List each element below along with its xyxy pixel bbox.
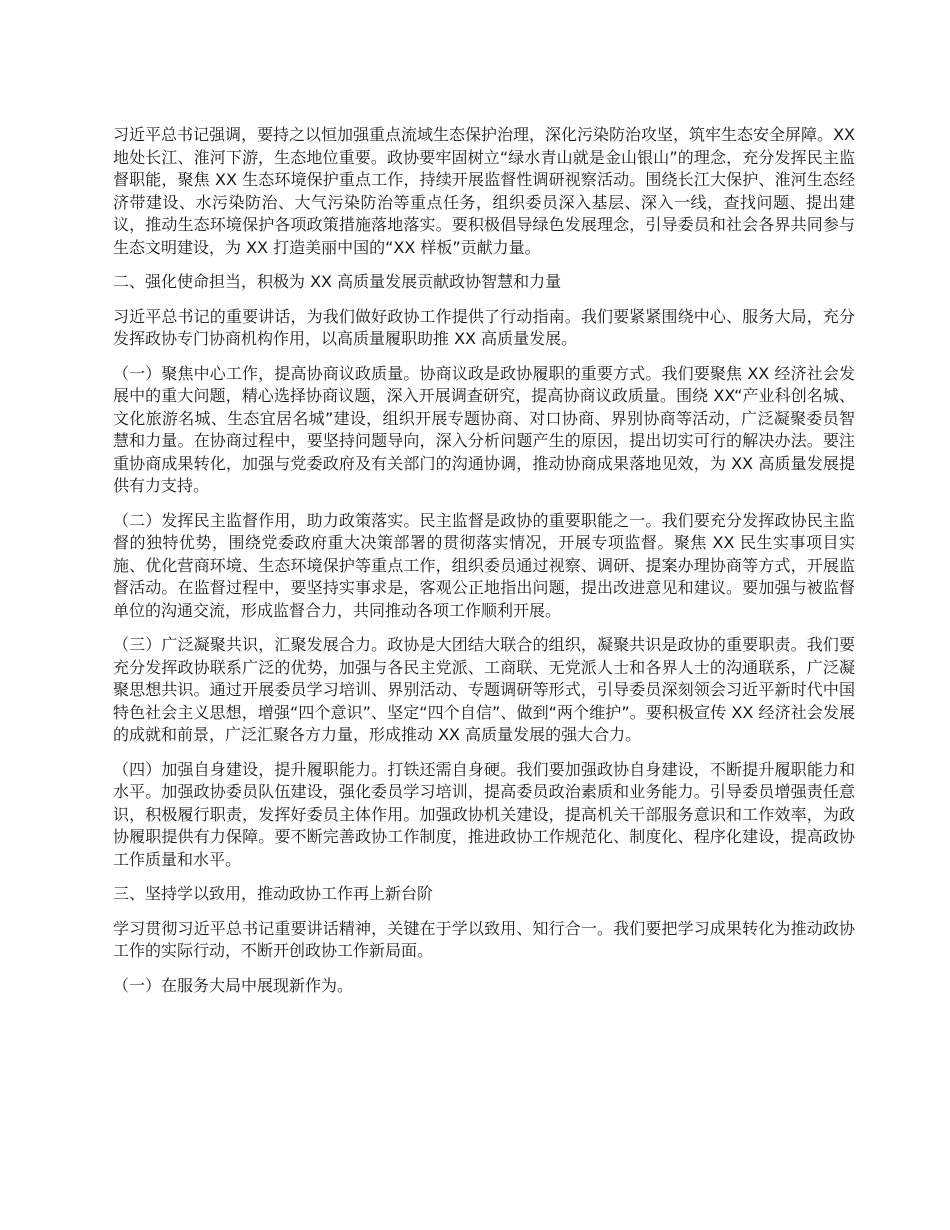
section-heading-3: 三、坚持学以致用，推动政协工作再上新台阶 xyxy=(113,884,434,903)
paragraph-item-4: （四）加强自身建设，提升履职能力。打铁还需自身硬。我们要加强政协自身建设，不断提升履职能力和水平。加强政协委员队伍建设，强化委员学习培训，提高委员政治素质和业务能力。引导委员增强责任意识，积极履行职责，发挥好委员主体作用。加强政协机关建设，提高机关干部服务意识和工作效率，为政协履职提供有力保障。要不断完善政协工作制度，推进政协工作规范化、制度化、程序化建设，提高政协工作质量和水平。 xyxy=(113,759,855,869)
paragraph-subitem-1: （一）在服务大局中展现新作为。 xyxy=(113,975,354,995)
paragraph-ecology: 习近平总书记强调，要持之以恒加强重点流域生态保护治理，深化污染防治攻坚，筑牢生态安全屏障。XX 地处长江、淮河下游，生态地位重要。政协要牢固树立“绿水青山就是金山银山”的理念，充分发挥民主监督职能，聚焦 XX 生态环境保护重点工作，持续开展监督性调研视察活动。围绕长江大保护、淮河生态经济带建设、水污染防治、大气污染防治等重点任务，组织委员深入基层、深入一线，查找问题、提出建议，推动生态环境保护各项政策措施落地落实。要积极倡导绿色发展理念，引导委员和社会各界共同参与生态文明建设，为 XX 打造美丽中国的“XX 样板”贡献力量。 xyxy=(113,125,855,257)
paragraph-intro-3: 学习贯彻习近平总书记重要讲话精神，关键在于学以致用、知行合一。我们要把学习成果转化为推动政协工作的实际行动，不断开创政协工作新局面。 xyxy=(113,918,855,960)
section-heading-2: 二、强化使命担当，积极为 XX 高质量发展贡献政协智慧和力量 xyxy=(113,272,562,291)
paragraph-intro-2: 习近平总书记的重要讲话，为我们做好政协工作提供了行动指南。我们要紧紧围绕中心、服务大局，充分发挥政协专门协商机构作用，以高质量履职助推 XX 高质量发展。 xyxy=(113,306,855,348)
paragraph-item-1: （一）聚焦中心工作，提高协商议政质量。协商议政是政协履职的重要方式。我们要聚焦 XX 经济社会发展中的重大问题，精心选择协商议题，深入开展调查研究，提高协商议政质量。围绕 XX“产业科创名城、文化旅游名城、生态宜居名城”建设，组织开展专题协商、对口协商、界别协商等活动，广泛凝聚委员智慧和力量。在协商过程中，要坚持问题导向，深入分析问题产生的原因，提出切实可行的解决办法。要注重协商成果转化，加强与党委政府及有关部门的沟通协调，推动协商成果落地见效，为 XX 高质量发展提供有力支持。 xyxy=(113,363,855,495)
paragraph-item-3: （三）广泛凝聚共识，汇聚发展合力。政协是大团结大联合的组织，凝聚共识是政协的重要职责。我们要充分发挥政协联系广泛的优势，加强与各民主党派、工商联、无党派人士和各界人士的沟通联系，广泛凝聚思想共识。通过开展委员学习培训、界别活动、专题调研等形式，引导委员深刻领会习近平新时代中国特色社会主义思想，增强“四个意识”、坚定“四个自信”、做到“两个维护”。要积极宣传 XX 经济社会发展的成就和前景，广泛汇聚各方力量，形成推动 XX 高质量发展的强大合力。 xyxy=(113,635,855,744)
paragraph-item-2: （二）发挥民主监督作用，助力政策落实。民主监督是政协的重要职能之一。我们要充分发挥政协民主监督的独特优势，围绕党委政府重大决策部署的贯彻落实情况，开展专项监督。聚焦 XX 民生实事项目实施、优化营商环境、生态环境保护等重点工作，组织委员通过视察、调研、提案办理协商等方式，开展监督活动。在监督过程中，要坚持实事求是，客观公正地指出问题，提出改进意见和建议。要加强与被监督单位的沟通交流，形成监督合力，共同推动各项工作顺利开展。 xyxy=(113,510,855,620)
document-page xyxy=(113,124,855,1009)
